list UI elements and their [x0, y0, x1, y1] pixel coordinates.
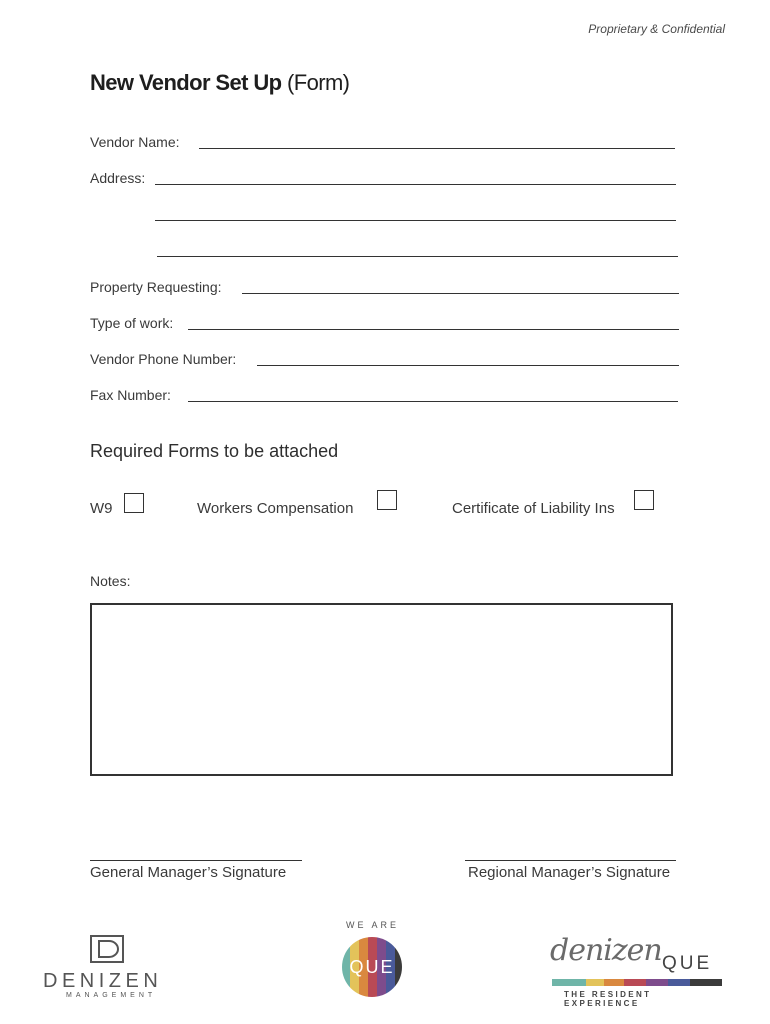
denizen-que-logo	[550, 933, 725, 1008]
denizen-mark-icon	[90, 935, 130, 965]
type-of-work-label: Type of work:	[90, 315, 174, 331]
rm-signature-line[interactable]	[465, 860, 676, 861]
que-suffix: QUE	[662, 953, 713, 974]
liability-checkbox[interactable]	[634, 490, 654, 510]
confidential-notice: Proprietary & Confidential	[588, 22, 725, 36]
denizen-management-logo	[40, 932, 175, 1004]
address-line-3[interactable]	[157, 256, 678, 257]
title-bold: New Vendor Set Up	[90, 70, 282, 95]
vendor-name-label: Vendor Name:	[90, 134, 180, 150]
phone-label: Vendor Phone Number:	[90, 351, 237, 367]
workers-comp-checkbox[interactable]	[377, 490, 397, 510]
color-stripe-icon	[552, 979, 722, 986]
notes-label: Notes:	[90, 573, 131, 589]
phone-field[interactable]	[257, 365, 679, 366]
required-forms-heading: Required Forms to be attached	[90, 441, 339, 461]
type-of-work-field[interactable]	[188, 329, 679, 330]
property-label: Property Requesting:	[90, 279, 222, 295]
w9-checkbox[interactable]	[124, 493, 144, 513]
rm-signature-label: Regional Manager’s Signature	[468, 864, 671, 881]
vendor-name-field[interactable]	[199, 148, 675, 149]
property-field[interactable]	[242, 293, 679, 294]
gm-signature-line[interactable]	[90, 860, 302, 861]
gm-signature-label: General Manager’s Signature	[90, 864, 287, 881]
que-text: QUE	[349, 957, 395, 977]
fax-label: Fax Number:	[90, 387, 171, 403]
address-line-2[interactable]	[155, 220, 676, 221]
liability-label: Certificate of Liability Ins	[452, 500, 615, 517]
fax-field[interactable]	[188, 401, 678, 402]
address-line-1[interactable]	[155, 184, 676, 185]
w9-label: W9	[90, 500, 113, 517]
title-suffix: (Form)	[287, 70, 350, 95]
notes-box[interactable]	[90, 603, 673, 776]
workers-comp-label: Workers Compensation	[197, 500, 354, 517]
we-are-que-logo	[338, 920, 406, 1002]
management-wordmark: MANAGEMENT	[66, 992, 157, 999]
we-are-text: WE ARE	[346, 920, 400, 930]
denizen-script: denizen	[550, 933, 662, 968]
address-label: Address:	[90, 170, 146, 186]
denizen-wordmark: DENIZEN	[43, 970, 163, 992]
tagline: THE RESIDENT EXPERIENCE	[564, 990, 652, 1008]
page-title	[90, 70, 349, 96]
